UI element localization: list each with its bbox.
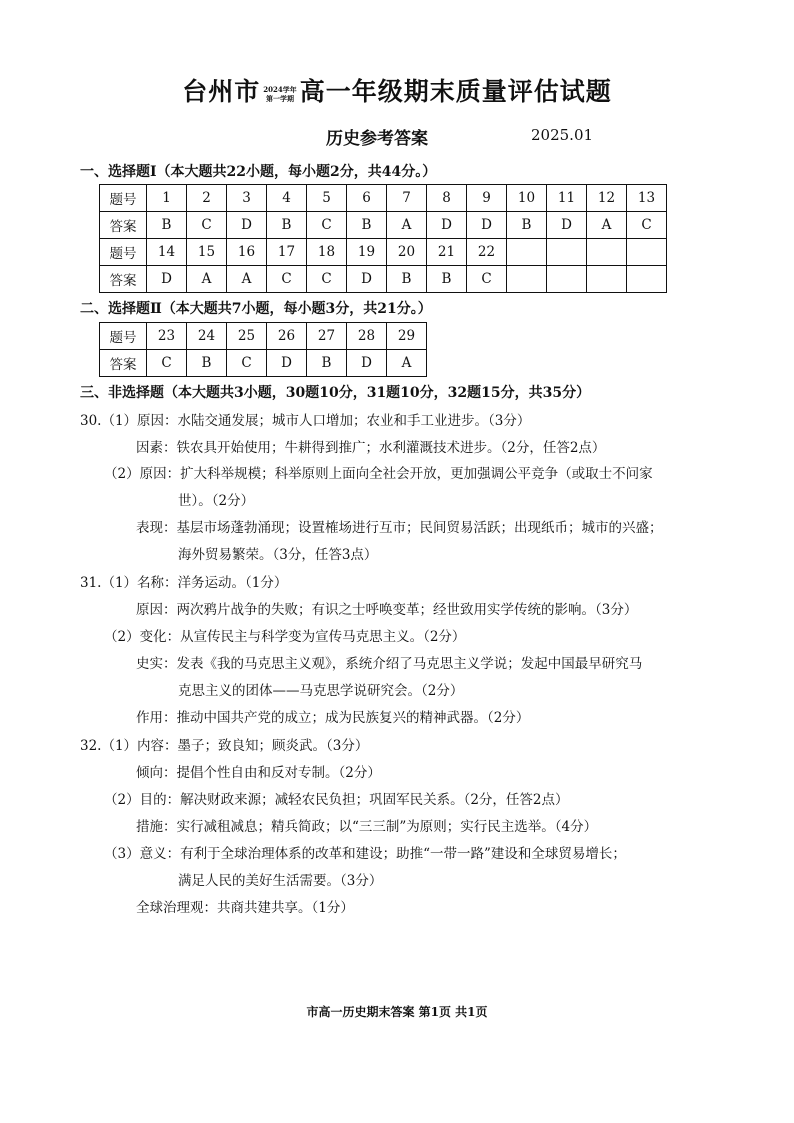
answer-line: 史实：发表《我的马克思主义观》，系统介绍了马克思主义学说；发起中国最早研究马 (136, 656, 643, 672)
question-number: 5 (307, 185, 347, 212)
answer-line: 表现：基层市场蓬勃涌现；设置榷场进行互市；民间贸易活跃；出现纸币；城市的兴盛； (136, 520, 663, 536)
question-number: 24 (187, 323, 227, 350)
question-number: 3 (227, 185, 267, 212)
section1-title: 一、选择题Ⅰ（本大题共22小题，每小题2分，共44分。） (80, 164, 437, 180)
answer-cell: C (627, 212, 667, 239)
answer-cell: C (267, 266, 307, 293)
answer-cell: A (387, 350, 427, 377)
answer-line: 全球治理观：共商共建共享。（1分） (136, 900, 354, 916)
question-number (587, 239, 627, 266)
answer-cell: B (267, 212, 307, 239)
school-year-label: 2024学年 第一学期 (263, 84, 297, 103)
table-row (100, 323, 427, 350)
answer-cell: B (187, 350, 227, 377)
page-title (0, 72, 794, 108)
answer-cell: D (147, 266, 187, 293)
row-label: 答案 (100, 350, 147, 377)
table-row (100, 350, 427, 377)
question-number: 8 (427, 185, 467, 212)
table-row (100, 212, 667, 239)
question-number: 23 (147, 323, 187, 350)
answer-line: 措施：实行减租减息；精兵简政；以“三三制”为原则；实行民主选举。（4分） (136, 819, 598, 835)
answer-cell: D (347, 350, 387, 377)
answer-line: 31.（1）名称：洋务运动。（1分） (80, 575, 288, 591)
question-number: 16 (227, 239, 267, 266)
row-label: 题号 (100, 185, 147, 212)
table-row (100, 239, 667, 266)
question-number: 15 (187, 239, 227, 266)
answer-line: 32.（1）内容：墨子；致良知；顾炎武。（3分） (80, 738, 369, 754)
answer-cell: C (187, 212, 227, 239)
row-label: 题号 (100, 239, 147, 266)
answer-cell: B (427, 266, 467, 293)
question-number: 17 (267, 239, 307, 266)
question-number: 14 (147, 239, 187, 266)
answer-cell: C (307, 266, 347, 293)
question-number: 12 (587, 185, 627, 212)
question-number: 20 (387, 239, 427, 266)
question-number: 9 (467, 185, 507, 212)
question-number: 13 (627, 185, 667, 212)
question-number: 21 (427, 239, 467, 266)
section1-answer-table (99, 184, 667, 293)
question-number (547, 239, 587, 266)
answer-line: 因素：铁农具开始使用；牛耕得到推广；水利灌溉技术进步。（2分，任答2点） (136, 440, 606, 456)
question-number: 19 (347, 239, 387, 266)
question-number: 7 (387, 185, 427, 212)
question-number: 29 (387, 323, 427, 350)
table-row (100, 266, 667, 293)
answer-line: 倾向：提倡个性自由和反对专制。（2分） (136, 765, 381, 781)
answer-cell: D (227, 212, 267, 239)
question-number: 25 (227, 323, 267, 350)
answer-line: 作用：推动中国共产党的成立；成为民族复兴的精神武器。（2分） (136, 710, 530, 726)
answer-line: 克思主义的团体——马克思学说研究会。（2分） (178, 683, 464, 699)
answer-cell: C (227, 350, 267, 377)
section2-title: 二、选择题Ⅱ（本大题共7小题，每小题3分，共21分。） (80, 301, 432, 317)
answer-cell: B (507, 212, 547, 239)
title-right: 高一年级期末质量评估试题 (299, 77, 612, 106)
answer-line: 海外贸易繁荣。（3分，任答3点） (178, 547, 378, 563)
date: 2025.01 (531, 126, 594, 144)
title-left: 台州市 (182, 77, 261, 106)
question-number: 1 (147, 185, 187, 212)
answer-cell: D (427, 212, 467, 239)
question-number: 11 (547, 185, 587, 212)
question-number: 27 (307, 323, 347, 350)
answer-cell: B (147, 212, 187, 239)
question-number (507, 239, 547, 266)
subtitle: 历史参考答案 (326, 129, 428, 149)
answer-cell: B (307, 350, 347, 377)
section2-answer-table (99, 322, 427, 377)
answer-cell: A (387, 212, 427, 239)
answer-cell: B (347, 212, 387, 239)
answer-line: （2）变化：从宣传民主与科学变为宣传马克思主义。（2分） (104, 629, 466, 645)
page-footer: 市高一历史期末答案 第1页 共1页 (306, 1005, 488, 1019)
answer-cell: A (587, 212, 627, 239)
question-number: 10 (507, 185, 547, 212)
table-row (100, 185, 667, 212)
answer-line: 30.（1）原因：水陆交通发展；城市人口增加；农业和手工业进步。（3分） (80, 413, 531, 429)
question-number: 22 (467, 239, 507, 266)
question-number: 26 (267, 323, 307, 350)
question-number: 18 (307, 239, 347, 266)
answer-cell (587, 266, 627, 293)
row-label: 答案 (100, 212, 147, 239)
section3-title: 三、非选择题（本大题共3小题，30题10分，31题10分，32题15分，共35分） (80, 385, 591, 401)
question-number: 6 (347, 185, 387, 212)
answer-cell: C (467, 266, 507, 293)
answer-cell: D (347, 266, 387, 293)
answer-cell (507, 266, 547, 293)
row-label: 题号 (100, 323, 147, 350)
answer-line: 满足人民的美好生活需要。（3分） (178, 873, 383, 889)
answer-line: （2）原因：扩大科举规模；科举原则上面向全社会开放，更加强调公平竞争（或取士不问家 (104, 466, 653, 482)
answer-line: （2）目的：解决财政来源；减轻农民负担；巩固军民关系。（2分，任答2点） (104, 792, 569, 808)
question-number: 28 (347, 323, 387, 350)
answer-cell: D (467, 212, 507, 239)
answer-cell: C (307, 212, 347, 239)
answer-line: 世）。（2分） (178, 493, 255, 509)
row-label: 答案 (100, 266, 147, 293)
question-number (627, 239, 667, 266)
answer-cell (627, 266, 667, 293)
answer-cell: A (187, 266, 227, 293)
answer-cell: D (547, 212, 587, 239)
answer-cell: A (227, 266, 267, 293)
answer-cell: B (387, 266, 427, 293)
answer-line: （3）意义：有利于全球治理体系的改革和建设；助推“一带一路”建设和全球贸易增长； (104, 846, 626, 862)
question-number: 2 (187, 185, 227, 212)
answer-cell: D (267, 350, 307, 377)
question-number: 4 (267, 185, 307, 212)
answer-cell (547, 266, 587, 293)
answer-cell: C (147, 350, 187, 377)
answer-line: 原因：两次鸦片战争的失败；有识之士呼唤变革；经世致用实学传统的影响。（3分） (136, 602, 638, 618)
